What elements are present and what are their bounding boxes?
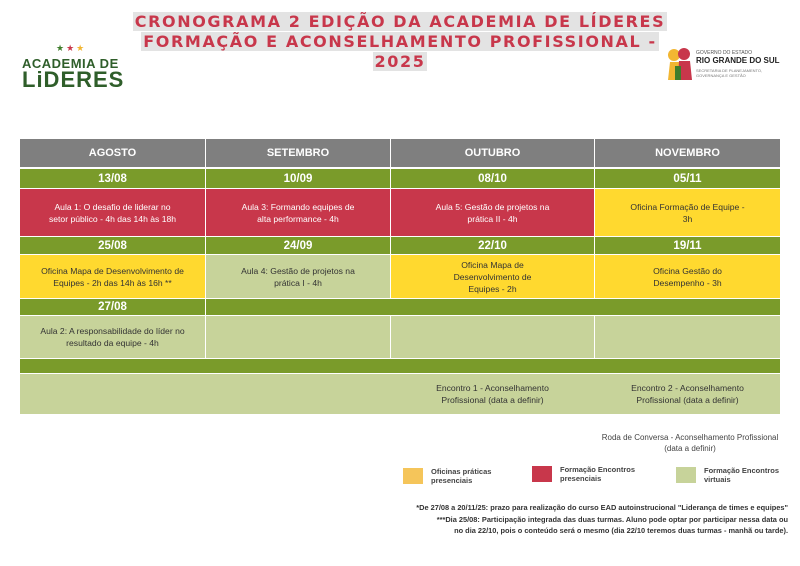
- empty-cell: [595, 316, 780, 358]
- legend-swatch-virtuais: [676, 467, 696, 483]
- event-cell: Oficina Mapa de Desenvolvimento de Equipes - 2h das 14h às 16h **: [20, 255, 205, 298]
- academia-logo: [22, 44, 132, 90]
- legend-label-virtuais: Formação Encontros virtuais: [704, 466, 780, 484]
- footnote-3: no dia 22/10, pois o conteúdo será o mesmo (dia 22/10 teremos duas turmas - manhã ou tarde).: [454, 526, 788, 535]
- legend-swatch-oficinas: [403, 468, 423, 484]
- event-cell: Aula 4: Gestão de projetos na prática I - 4h: [206, 255, 390, 298]
- row-separator: [20, 359, 780, 373]
- government-emblem-icon: [666, 46, 694, 80]
- logo-line-1: ACADEMIA DE: [22, 56, 119, 71]
- date-cell: 27/08: [20, 299, 205, 315]
- title-line-1: CRONOGRAMA 2 EDIÇÃO DA ACADEMIA DE LÍDERES: [134, 12, 666, 31]
- encontro-1: Encontro 1 - Aconselhamento Profissional (data a definir): [436, 383, 549, 405]
- month-header-novembro: NOVEMBRO: [595, 139, 780, 167]
- footnote-1: *De 27/08 a 20/11/25: prazo para realização do curso EAD autoinstrucional "Liderança de times e equipes": [416, 503, 788, 512]
- date-cell: 10/09: [206, 169, 390, 188]
- government-logo: [666, 46, 782, 82]
- event-cell: Aula 3: Formando equipes de alta performance - 4h: [206, 189, 390, 236]
- date-spacer: [206, 299, 780, 315]
- stars-icon: ★★★: [56, 43, 87, 53]
- title-line-2: FORMAÇÃO E ACONSELHAMENTO PROFISSIONAL -: [143, 32, 657, 51]
- legend-label-oficinas: Oficinas práticas presenciais: [431, 467, 492, 485]
- event-cell: Oficina Formação de Equipe - 3h: [595, 189, 780, 236]
- event-cell: Aula 1: O desafio de liderar no setor público - 4h das 14h às 18h: [20, 189, 205, 236]
- date-cell: 25/08: [20, 237, 205, 254]
- legend-swatch-presenciais: [532, 466, 552, 482]
- title-line-3: 2025: [374, 52, 426, 71]
- empty-cell: [206, 316, 390, 358]
- event-cell: Aula 5: Gestão de projetos na prática II - 4h: [391, 189, 594, 236]
- month-header-setembro: SETEMBRO: [206, 139, 390, 167]
- empty-cell: [391, 316, 594, 358]
- footnotes: [348, 502, 788, 537]
- encontro-2: Encontro 2 - Aconselhamento Profissional (data a definir): [631, 383, 744, 405]
- gov-line-2: RIO GRANDE DO SUL: [696, 56, 780, 65]
- logo-line-2: LiDERES: [22, 67, 125, 92]
- date-cell: 24/09: [206, 237, 390, 254]
- gov-line-1: GOVERNO DO ESTADO: [696, 50, 753, 56]
- event-cell: Aula 2: A responsabilidade do líder no resultado da equipe - 4h: [20, 316, 205, 358]
- roda-de-conversa: Roda de Conversa - Aconselhamento Profissional (data a definir): [601, 433, 779, 453]
- date-cell: 08/10: [391, 169, 594, 188]
- month-header-agosto: AGOSTO: [20, 139, 205, 167]
- date-cell: 05/11: [595, 169, 780, 188]
- date-cell: 19/11: [595, 237, 780, 254]
- event-cell: Oficina Gestão do Desempenho - 3h: [595, 255, 780, 298]
- month-header-outubro: OUTUBRO: [391, 139, 594, 167]
- date-cell: 13/08: [20, 169, 205, 188]
- legend-label-presenciais: Formação Encontros presenciais: [560, 465, 636, 483]
- event-cell: Oficina Mapa de Desenvolvimento de Equipes - 2h: [391, 255, 594, 298]
- footnote-2: ***Dia 25/08: Participação integrada das duas turmas. Aluno pode optar por participar nessa data ou: [436, 514, 788, 524]
- gov-line-3: SECRETARIA DE PLANEJAMENTO, GOVERNANÇA E GESTÃO: [696, 68, 763, 78]
- date-cell: 22/10: [391, 237, 594, 254]
